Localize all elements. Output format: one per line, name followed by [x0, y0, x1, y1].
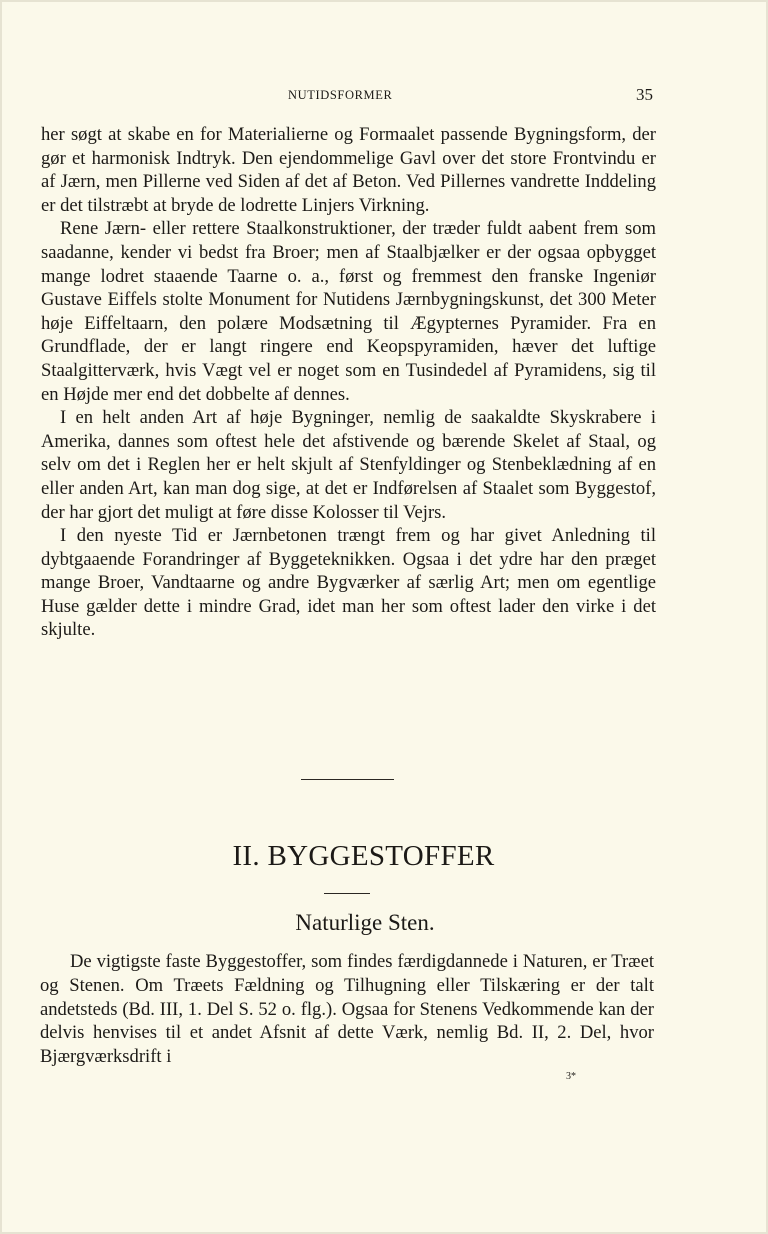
page-number: 35 [636, 85, 653, 104]
signature-mark: 3* [566, 1071, 576, 1082]
running-title: NUTIDSFORMER [288, 88, 393, 102]
paragraph-skyscrapers: I en helt anden Art af høje Bygninger, nemlig de saakaldte Skyskrabere i Amerika, dannes som oftest hele det afstivende og bærende Skelet af Staal, og selv om det i Reglen her er helt skjult af Stenfyldinger og Stenbeklædning af en eller anden Art, kan man dog sige, at det er Indførelsen af Staalet som Byggestof, der har gjort det muligt at føre disse Kolosser til Vejrs. [41, 407, 656, 523]
paragraph-reinforced-concrete: I den nyeste Tid er Jærnbetonen trængt frem og har givet Anledning til dybtgaaende Forandringer af Byggeteknikken. Ogsaa i det ydre har den præget mange Broer, Vandtaarne og andre Bygværker af særlig Art; men om egentlige Huse gælder dette i mindre Grad, idet man her som oftest lader den virke i det skjulte. [41, 525, 656, 641]
chapter-body-text [40, 950, 654, 1069]
paragraph-continued: her søgt at skabe en for Materialierne og Formaalet passende Bygningsform, der gør et harmonisk Indtryk. Den ejendommelige Gavl over det store Frontvindu er af Jærn, men Pillerne ved Siden af det af Beton. Ved Pillernes vandrette Inddeling er det tilstræbt at bryde de lodrette Linjers Virkning. [41, 124, 656, 216]
chapter-heading-text: II. BYGGESTOFFER [232, 840, 495, 872]
section-heading-text: Naturlige Sten. [295, 910, 435, 935]
paragraph-building-materials: De vigtigste faste Byggestoffer, som findes færdigdannede i Naturen, er Træet og Stenen. Om Træets Fældning og Tilhugning eller Tilskæring er der talt andetsteds (Bd. III, 1. Del S. 52 o. flg.). Ogsaa for Stenens Vedkommende kan der delvis henvises til et andet Afsnit af dette Værk, nemlig Bd. II, 2. Del, hvor Bjærgværksdrift i [40, 951, 654, 1068]
heading-rule [324, 893, 370, 894]
chapter-heading [0, 840, 768, 873]
section-divider [301, 779, 394, 780]
running-header [0, 85, 768, 110]
body-text [41, 123, 656, 642]
paragraph-steel-constructions: Rene Jærn- eller rettere Staalkonstruktioner, der træder fuldt aabent frem som saadanne, kender vi bedst fra Broer; men af Staalbjælker er der ogsaa opbygget mange lodret staaende Taarne o. a., først og fremmest den franske Ingeniør Gustave Eiffels stolte Monument for Nutidens Jærnbygningskunst, det 300 Meter høje Eiffeltaarn, den polære Modsætning til Ægypternes Pyramider. Fra en Grundflade, der er langt ringere end Keopspyramiden, hæver det luftige Staalgitterværk, hvis Vægt vel er noget som en Tusindedel af Pyramidens, sig til en Højde mer end det dobbelte af dennes. [41, 218, 656, 405]
section-heading [0, 910, 768, 936]
